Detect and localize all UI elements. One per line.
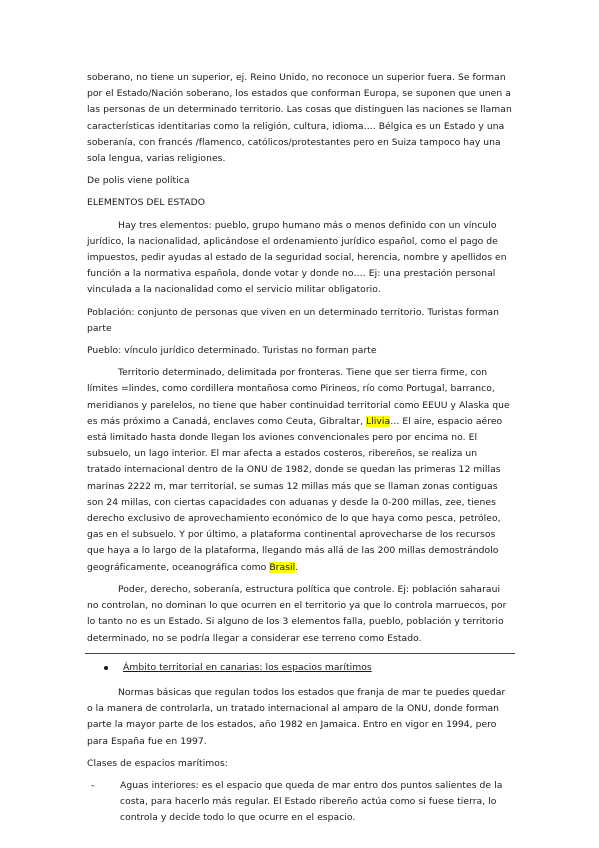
horizontal-rule — [85, 653, 515, 654]
highlight-brasil: Brasil — [269, 561, 296, 573]
bullet-icon — [104, 666, 108, 670]
paragraph-poblacion: Población: conjunto de personas que viven en un determinado territorio. Turistas forman parte — [87, 306, 500, 334]
paragraph-tres-elementos: Hay tres elementos: pueblo, grupo humano más o menos definido con un vínculo jurídico, la nacionalidad, aplicándose el ordenamiento jurídico español, como el pago de impuestos, pedir ayudas al estado de la seguridad social, herencia, nombre y apellidos en función a la normativa española, donde votar y donde no…. Ej: una prestación personal vinculada a la nacionalidad como el servicio militar obligatorio. — [87, 219, 507, 296]
paragraph-polis: De polis viene política — [87, 175, 190, 187]
paragraph-territorio — [87, 365, 513, 576]
territorio-text-b: … El aire, espacio aéreo está limitado hasta donde llegan los aviones convencionales pero por encima no. El subsuelo, un lago interior. El mar afecta a estados costeros, ribereños, se realiza un tratado internacional dentro de la ONU de 1982, donde se quedan las primeras 12 millas marinas 2222 m, mar territorial, se sumas 12 millas más que se llaman zonas contiguas son 24 millas, con ciertas capacidades con aduanas y desde la 0-200 millas, zee, tienes derecho exclusivo de aprovechamiento económico de lo que haya como pesca, petróleo, gas en el subsuelo. Y por último, a plataforma continental aprovecharse de los recursos que haya a lo largo de la plataforma, llegando más allá de las 200 millas demostrándolo geográficamente, oceanográfica como — [87, 415, 503, 573]
dash-item-aguas-interiores — [87, 778, 513, 827]
highlight-llivia: Llivia — [366, 415, 391, 427]
paragraph-clases: Clases de espacios marítimos: — [87, 757, 228, 769]
section-heading-elementos: ELEMENTOS DEL ESTADO — [87, 197, 205, 209]
paragraph-soberania: soberano, no tiene un superior, ej. Reino Unido, no reconoce un superior fuera. Se forman por el Estado/Nación soberano, los estados que conforman Europa, se suponen que unen a las personas de un determinado territorio. Las cosas que distinguen las naciones se llaman características identitarias como la religión, cultura, idioma…. Bélgica es un Estado y una soberanía, con francés /flamenco, católicos/protestantes pero en Suiza tampoco hay una sola lengua, varias religiones. — [87, 72, 512, 165]
territorio-text-c: . — [295, 561, 299, 573]
paragraph-pueblo: Pueblo: vínculo jurídico determinado. Turistas no forman parte — [87, 345, 377, 357]
bullet-heading-text: Ámbito territorial en canarias: los espacios marítimos — [123, 661, 372, 673]
bullet-item-ambito — [87, 660, 513, 676]
paragraph-poder: Poder, derecho, soberanía, estructura política que controle. Ej: población saharaui no controlan, no dominan lo que ocurren en el territorio ya que lo controla marruecos, por lo tanto no es un Estado. Si alguno de los 3 elementos falla, pueblo, población y territorio determinado, no se podría llegar a considerar ese terreno como Estado. — [87, 583, 507, 644]
document-body — [87, 70, 513, 833]
dash-item-text: Aguas interiores: es el espacio que queda de mar entro dos puntos salientes de la costa, para hacerlo más regular. El Estado ribereño actúa como si fuese tierra, lo controla y decide todo lo que ocurre en el espacio. — [120, 779, 503, 824]
dash-marker: - — [91, 779, 95, 791]
paragraph-normas: Normas básicas que regulan todos los estados que franja de mar te puedes quedar o la manera de controlarla, un tratado internacional al amparo de la ONU, donde forman parte la mayor parte de los estados, año 1982 en Jamaica. Entro en vigor en 1994, pero para España fue en 1997. — [87, 686, 506, 747]
territorio-text-a: Territorio determinado, delimitada por fronteras. Tiene que ser tierra firme, con límites =lindes, como cordillera montañosa como Pirineos, río como Portugal, barranco, meridianos y parelelos, no tiene que haber continuidad territorial como EEUU y Alaska que es más próximo a Canadá, enclaves como Ceuta, Gibraltar, — [87, 367, 510, 427]
